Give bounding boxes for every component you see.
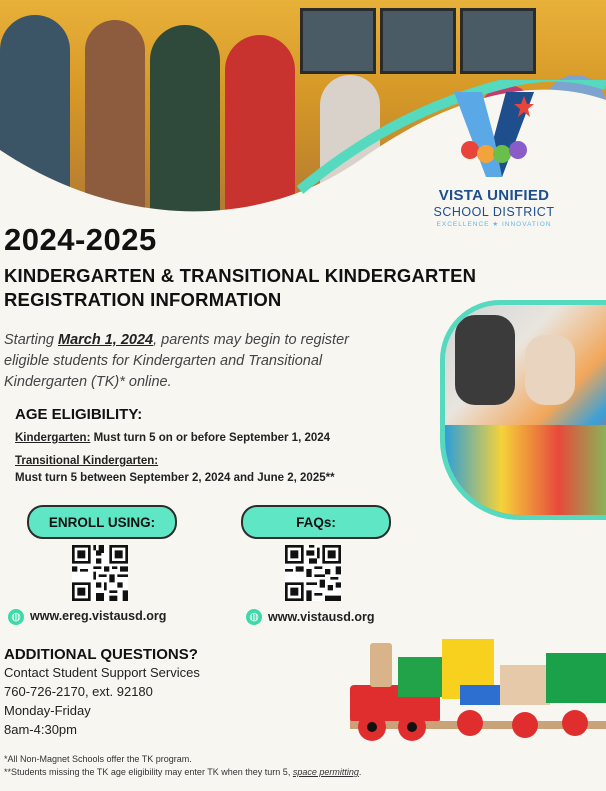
office-days: Monday-Friday: [4, 703, 91, 718]
logo-tagline: EXCELLENCE ★ INNOVATION: [436, 221, 552, 228]
contact-line: Contact Student Support Services: [4, 665, 200, 680]
vista-v-logo-icon: [454, 92, 534, 182]
globe-icon: ◍: [246, 609, 262, 625]
additional-questions-heading: ADDITIONAL QUESTIONS?: [4, 646, 198, 663]
district-logo: [414, 92, 574, 232]
tk-eligibility-text: Must turn 5 between September 2, 2024 and June 2, 2025**: [15, 472, 335, 484]
phone-number: 760-726-2170, ext. 92180: [4, 684, 153, 699]
faqs-url-link[interactable]: www.vistausd.org: [268, 610, 375, 624]
faqs-qr-code[interactable]: [285, 545, 341, 601]
logo-subtitle: SCHOOL DISTRICT: [433, 205, 555, 219]
footnote-1: *All Non-Magnet Schools offer the TK program.: [4, 754, 192, 764]
enroll-qr-code[interactable]: [72, 545, 128, 601]
office-hours: 8am-4:30pm: [4, 722, 77, 737]
title-line-2: REGISTRATION INFORMATION: [4, 289, 282, 310]
logo-name: VISTA UNIFIED: [438, 187, 550, 204]
intro-paragraph: Starting March 1, 2024, parents may begin to register eligible students for Kindergarten and Transitional Kindergarten (TK)* online.: [4, 332, 349, 390]
globe-icon: ◍: [8, 609, 24, 625]
faqs-button[interactable]: FAQs:: [241, 505, 391, 539]
classroom-crafts-photo: [440, 300, 606, 520]
enroll-url-link[interactable]: www.ereg.vistausd.org: [30, 609, 167, 623]
tk-eligibility-label: Transitional Kindergarten:: [15, 455, 159, 467]
kindergarten-eligibility: Kindergarten: Must turn 5 on or before September 1, 2024: [15, 432, 331, 444]
school-year-heading: 2024-2025: [4, 222, 157, 257]
title-line-1: KINDERGARTEN & TRANSITIONAL KINDERGARTEN: [4, 265, 477, 286]
age-eligibility-heading: AGE ELIGIBILITY:: [15, 406, 143, 423]
enroll-using-button[interactable]: ENROLL USING:: [27, 505, 177, 539]
start-date: March 1, 2024: [58, 332, 154, 348]
footnote-2: **Students missing the TK age eligibility may enter TK when they turn 5, space permitting.: [4, 767, 362, 777]
toy-train-image: [350, 625, 606, 745]
